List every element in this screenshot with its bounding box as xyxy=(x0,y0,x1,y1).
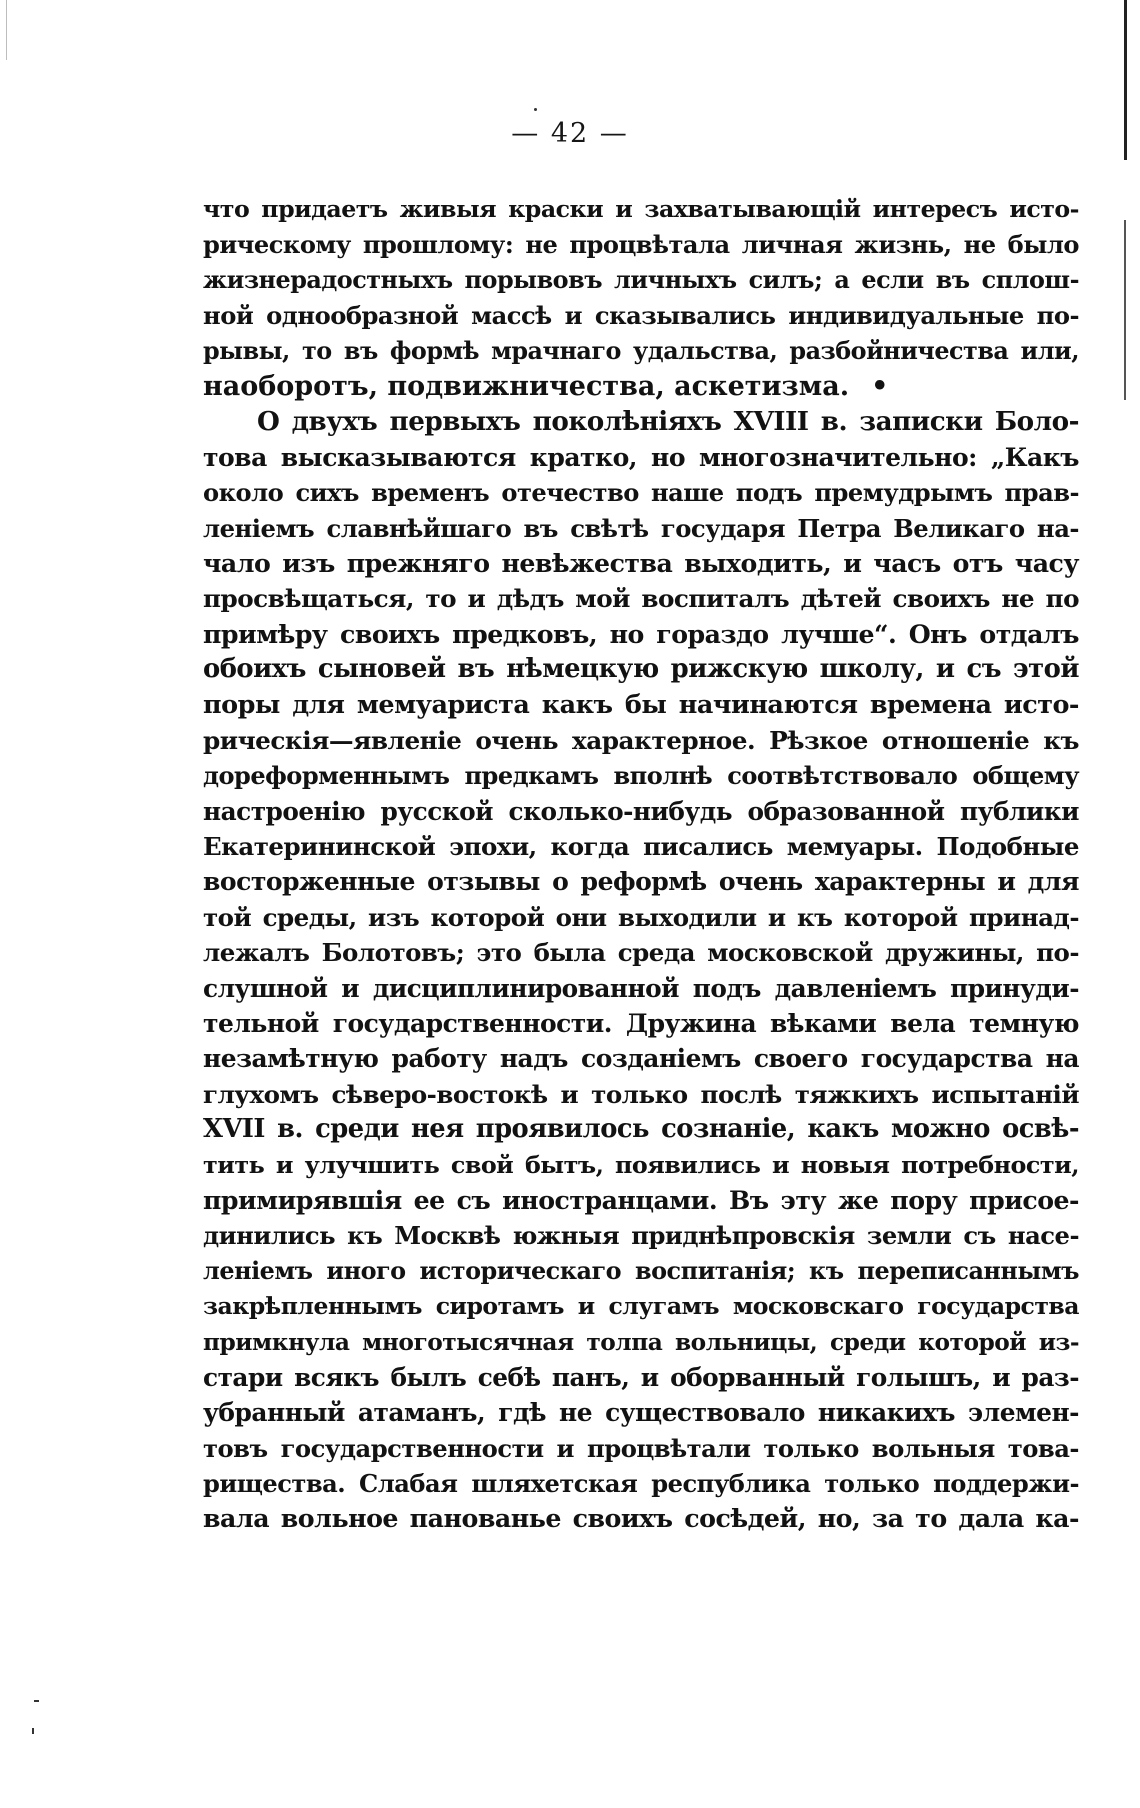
text-line: дореформеннымъ предкамъ вполнѣ соотвѣтствовало общему xyxy=(203,761,1079,791)
ink-speck xyxy=(32,1728,34,1734)
text-line: что придаетъ живыя краски и захватывающій интересъ исто- xyxy=(203,195,1079,223)
text-line: XVII в. среди нея проявилось сознаніе, какъ можно освѣ- xyxy=(203,1114,1079,1145)
page-edge-left xyxy=(6,0,7,60)
text-line: поры для мемуариста какъ бы начинаются времена исто- xyxy=(203,689,1079,720)
text-line: слушной и дисциплинированной подъ давленіемъ принуди- xyxy=(203,973,1079,1003)
text-line: примѣру своихъ предковъ, но гораздо лучше“. Онъ отдалъ xyxy=(203,618,1079,649)
page-edge-right-lower xyxy=(1124,220,1126,400)
body-text xyxy=(203,192,1079,1537)
text-line: стари всякъ былъ себѣ панъ, и оборванный голышъ, и раз- xyxy=(203,1362,1079,1392)
text-line: обоихъ сыновей въ нѣмецкую рижскую школу, и съ этой xyxy=(203,654,1079,685)
text-line: примирявшія ее съ иностранцами. Въ эту же пору присое- xyxy=(203,1184,1079,1215)
paragraph-end-line xyxy=(203,369,1079,404)
text-line: динились къ Москвѣ южныя приднѣпровскія земли съ насе- xyxy=(203,1221,1079,1251)
text-line: ной однообразной массѣ и сказывались индивидуальные по- xyxy=(203,301,1079,331)
text-line: лежалъ Болотовъ; это была среда московской дружины, по- xyxy=(203,938,1079,968)
text-line: рищества. Слабая шляхетская республика только поддержи- xyxy=(203,1469,1079,1499)
ink-speck xyxy=(34,1700,39,1702)
text-line: просвѣщаться, то и дѣдъ мой воспиталъ дѣтей своихъ не по xyxy=(203,584,1079,614)
text-line: рывы, то въ формѣ мрачнаго удальства, разбойничества или, xyxy=(203,336,1079,365)
text-line-content: наоборотъ, подвижничества, аскетизма. xyxy=(203,370,850,402)
text-line: тить и улучшить свой бытъ, появились и новыя потребности, xyxy=(203,1150,1079,1179)
text-line: това высказываются кратко, но многозначительно: „Какъ xyxy=(203,441,1079,472)
text-line: настроенію русской сколько-нибудь образованной публики xyxy=(203,796,1079,826)
text-line: закрѣпленнымъ сиротамъ и слугамъ московскаго государства xyxy=(203,1292,1079,1321)
text-line: жизнерадостныхъ порывовъ личныхъ силъ; а если въ сплош- xyxy=(203,265,1079,294)
text-line: около сихъ временъ отечество наше подъ премудрымъ прав- xyxy=(203,478,1079,508)
text-line: глухомъ сѣверо-востокѣ и только послѣ тяжкихъ испытаній xyxy=(203,1079,1079,1109)
text-line: леніемъ иного историческаго воспитанія; къ переписаннымъ xyxy=(203,1256,1079,1285)
text-line: тельной государственности. Дружина вѣками вела темную xyxy=(203,1008,1079,1038)
text-line: рическому прошлому: не процвѣтала личная жизнь, не было xyxy=(203,230,1079,260)
paragraph-start-line: О двухъ первыхъ поколѣніяхъ XVIII в. записки Боло- xyxy=(257,406,1079,438)
text-line: товъ государственности и процвѣтали только вольныя това- xyxy=(203,1433,1079,1463)
text-line: восторженные отзывы о реформѣ очень характерны и для xyxy=(203,866,1079,897)
text-line: примкнула многотысячная толпа вольницы, среди которой из- xyxy=(203,1328,1079,1356)
text-line: вала вольное панованье своихъ сосѣдей, но, за то дала ка- xyxy=(203,1503,1079,1534)
page-number: — 42 — xyxy=(511,118,629,149)
text-line: убранный атаманъ, гдѣ не существовало никакихъ элемен- xyxy=(203,1398,1079,1428)
ink-speck xyxy=(534,108,537,111)
text-line: рическія—явленіе очень характерное. Рѣзкое отношеніе къ xyxy=(203,725,1079,755)
bullet-mark: • xyxy=(871,370,889,402)
text-line: леніемъ славнѣйшаго въ свѣтѣ государя Петра Великаго на- xyxy=(203,513,1079,543)
text-line: незамѣтную работу надъ созданіемъ своего государства на xyxy=(203,1044,1079,1074)
text-line: чало изъ прежняго невѣжества выходить, и часъ отъ часу xyxy=(203,547,1079,578)
text-line: Екатерининской эпохи, когда писались мемуары. Подобные xyxy=(203,832,1079,862)
text-line: той среды, изъ которой они выходили и къ которой принад- xyxy=(203,902,1079,932)
